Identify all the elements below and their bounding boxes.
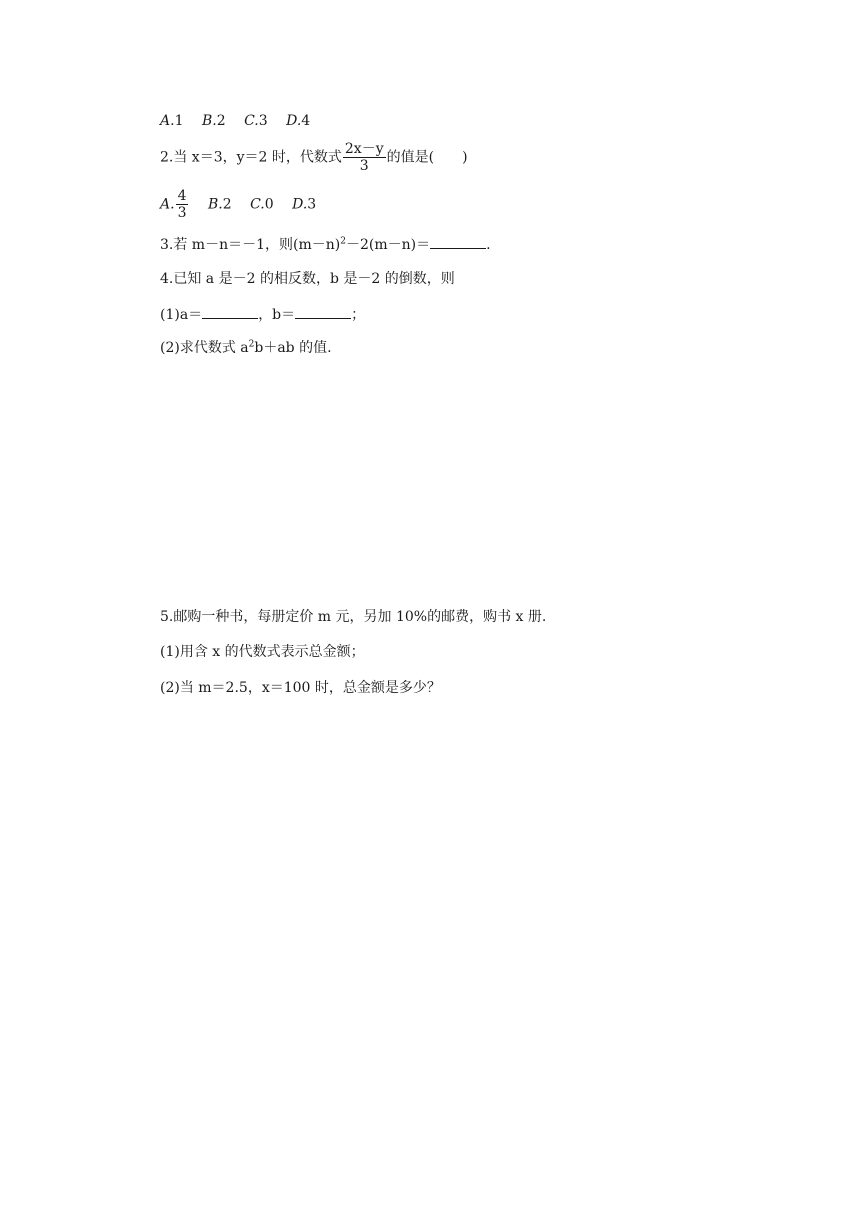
q4-a-answer-blank[interactable] [202, 304, 258, 319]
q2-option-a-letter: A. [160, 196, 175, 213]
q2-fraction [343, 141, 386, 174]
q3-middle: －2(m－n)＝ [345, 237, 431, 253]
q4-stem: 4.已知 a 是－2 的相反数，b 是－2 的倒数，则 [160, 271, 455, 287]
q5-stem: 5.邮购一种书，每册定价 m 元，另加 10%的邮费，购书 x 册. [160, 609, 547, 625]
q2-suffix: 的值是( ) [386, 149, 468, 166]
q2-prefix: 2.当 x＝3，y＝2 时，代数式 [160, 149, 342, 166]
q2-option-a-numerator: 4 [177, 188, 187, 204]
q4-part2-suffix: b＋ab 的值. [254, 340, 332, 356]
q2-option-a-fraction [176, 188, 189, 221]
q3-exponent: 2 [340, 236, 346, 247]
q4-part1-end: ； [351, 307, 366, 323]
q2-option-b-value: 2 [222, 196, 232, 213]
q4-b-answer-blank[interactable] [295, 304, 351, 319]
q4-part2 [160, 339, 332, 357]
q3-end: . [486, 237, 491, 253]
q3-answer-blank[interactable] [430, 234, 486, 249]
q2-fraction-denominator: 3 [359, 158, 369, 174]
q1-option-c-letter: C. [244, 113, 259, 129]
q4-part2-exponent: 2 [248, 339, 255, 350]
q2-options [160, 188, 316, 221]
q4-part2-prefix: (2)求代数式 a [160, 340, 249, 356]
q1-option-b-value: 2 [216, 113, 226, 129]
q4-part1-b-label: ，b＝ [258, 307, 296, 323]
q2-option-c-value: 0 [264, 196, 274, 213]
q1-option-d-letter: D. [286, 113, 302, 129]
q3-prefix: 3.若 m－n＝－1，则(m－n) [160, 237, 341, 253]
q4-part1 [160, 304, 365, 324]
q5-part2: (2)当 m＝2.5，x＝100 时，总金额是多少？ [160, 680, 441, 696]
q2-option-a-denominator: 3 [177, 205, 187, 221]
q4-part1-a-label: (1)a＝ [160, 307, 203, 323]
q2-option-b-letter: B. [207, 196, 223, 213]
q2-option-d-letter: D. [292, 196, 308, 213]
q2-option-c-letter: C. [250, 196, 265, 213]
q2-fraction-numerator: 2x－y [344, 141, 384, 157]
q1-option-a-letter: A. [160, 113, 175, 129]
q3-stem [160, 234, 491, 254]
q1-option-b-letter: B. [201, 113, 217, 129]
q1-option-d-value: 4 [301, 113, 311, 129]
q2-stem [160, 141, 468, 174]
q1-options [160, 112, 310, 130]
q2-option-d-value: 3 [307, 196, 317, 213]
q5-part1: (1)用含 x 的代数式表示总金额； [160, 644, 365, 660]
q1-option-a-value: 1 [174, 113, 184, 129]
q1-option-c-value: 3 [258, 113, 268, 129]
